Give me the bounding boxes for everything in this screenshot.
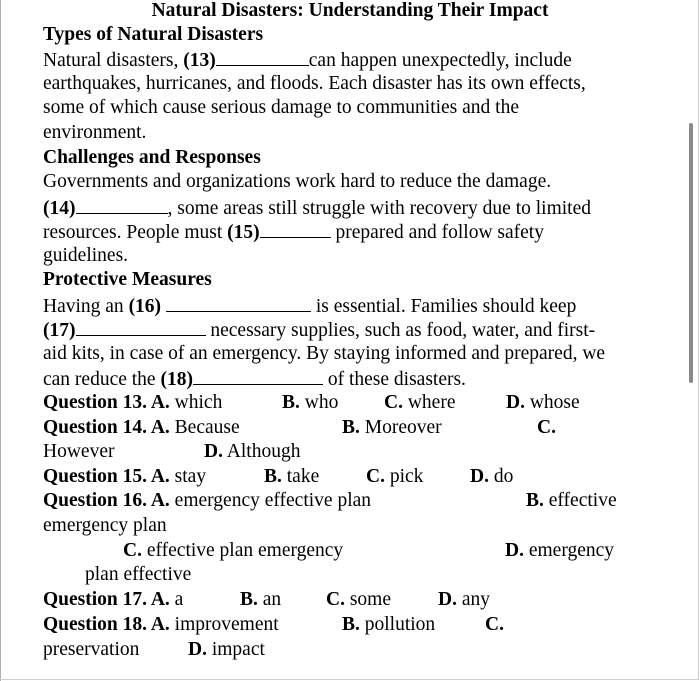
option-b-14[interactable] xyxy=(342,417,442,439)
option-c-16[interactable] xyxy=(123,540,343,562)
passage-text: can reduce the xyxy=(43,369,156,390)
passage-text: resources. People must xyxy=(43,222,223,243)
option-a-13[interactable]: which xyxy=(174,392,223,413)
option-letter-c: C. xyxy=(326,589,345,610)
blank-label-16: (16) xyxy=(128,296,162,317)
passage-line: some of which cause serious damage to communities and the xyxy=(43,97,519,118)
option-a-16[interactable]: emergency effective plan xyxy=(174,490,372,511)
option-letter-a: A. xyxy=(150,417,170,438)
blank-17 xyxy=(76,318,206,336)
option-text: whose xyxy=(529,392,580,413)
passage-text: prepared and follow safety xyxy=(335,222,544,243)
option-c-13[interactable] xyxy=(384,392,455,414)
option-b-13[interactable] xyxy=(282,392,338,414)
option-c-14[interactable]: However xyxy=(43,441,115,462)
option-b-16[interactable] xyxy=(526,490,617,512)
passage-text: , some areas still struggle with recovery due to limited xyxy=(167,198,591,219)
passage-text: Natural disasters, xyxy=(43,50,179,71)
option-letter-b: B. xyxy=(342,417,360,438)
option-a-17[interactable]: a xyxy=(174,589,184,610)
passage-line xyxy=(43,318,595,342)
option-letter-a: A. xyxy=(150,614,170,635)
option-b-17[interactable] xyxy=(240,589,281,611)
option-letter-b: B. xyxy=(526,490,544,511)
option-d-14[interactable] xyxy=(204,441,300,463)
option-text: who xyxy=(304,392,339,413)
option-b-15[interactable] xyxy=(264,466,319,488)
option-text: where xyxy=(407,392,456,413)
scrollbar[interactable] xyxy=(689,123,693,383)
option-c-18[interactable]: preservation xyxy=(43,639,140,660)
passage-text: of these disasters. xyxy=(327,369,466,390)
option-d-17[interactable] xyxy=(438,589,490,611)
question-14-label xyxy=(43,417,240,439)
passage-line: Governments and organizations work hard to reduce the damage. xyxy=(43,171,552,192)
passage-line xyxy=(43,367,466,391)
passage-line: environment. xyxy=(43,122,147,143)
option-text: some xyxy=(349,589,392,610)
option-letter-b: B. xyxy=(342,614,360,635)
option-letter-c: C. xyxy=(123,540,142,561)
option-d-16[interactable] xyxy=(505,540,614,562)
option-text: any xyxy=(461,589,490,610)
option-d-15[interactable] xyxy=(470,466,513,488)
section-heading-types: Types of Natural Disasters xyxy=(43,24,264,45)
passage-line xyxy=(43,196,591,220)
passage-text: Having an xyxy=(43,296,124,317)
option-text: do xyxy=(493,466,514,487)
passage-text: necessary supplies, such as food, water, and first- xyxy=(210,320,596,341)
option-letter-a: A. xyxy=(150,589,170,610)
option-b-16-cont[interactable]: emergency plan xyxy=(43,515,167,536)
option-letter-a: A. xyxy=(150,490,170,511)
option-letter-a: A. xyxy=(150,392,170,413)
blank-14 xyxy=(76,196,168,214)
blank-label-13: (13) xyxy=(183,50,216,71)
option-letter-b: B. xyxy=(282,392,300,413)
option-letter-d: D. xyxy=(506,392,525,413)
option-letter-d: D. xyxy=(470,466,489,487)
option-text: Although xyxy=(226,441,301,462)
section-heading-protective: Protective Measures xyxy=(43,269,212,290)
option-letter-d: D. xyxy=(505,540,524,561)
option-letter-c: C. xyxy=(485,614,504,635)
option-letter-c: C. xyxy=(384,392,403,413)
option-letter-d: D. xyxy=(188,639,207,660)
passage-line xyxy=(43,48,572,72)
passage-text: is essential. Families should keep xyxy=(315,296,577,317)
option-text: take xyxy=(286,466,320,487)
question-label-text: Question 17. xyxy=(43,589,148,610)
passage-line xyxy=(43,294,576,318)
option-a-14[interactable]: Because xyxy=(174,417,240,438)
blank-13 xyxy=(216,48,309,66)
option-letter-a: A. xyxy=(150,466,170,487)
option-text: emergency xyxy=(528,540,615,561)
question-13-label xyxy=(43,392,222,414)
passage-text: can happen unexpectedly, include xyxy=(308,50,572,71)
question-17-label xyxy=(43,589,183,611)
option-text: pollution xyxy=(364,614,436,635)
option-letter-d: D. xyxy=(438,589,457,610)
question-label-text: Question 18. xyxy=(43,614,148,635)
option-b-18[interactable] xyxy=(342,614,435,636)
option-d-13[interactable] xyxy=(506,392,580,414)
passage-line: guidelines. xyxy=(43,245,129,266)
question-15-label xyxy=(43,466,206,488)
blank-label-18: (18) xyxy=(160,369,193,390)
option-text: effective plan emergency xyxy=(146,540,344,561)
option-text: Moreover xyxy=(364,417,442,438)
blank-15 xyxy=(260,220,331,238)
option-letter-c: C. xyxy=(537,417,556,438)
blank-18 xyxy=(193,367,323,385)
option-letter-b: B. xyxy=(264,466,282,487)
option-c-15[interactable] xyxy=(366,466,423,488)
question-16-label xyxy=(43,490,371,512)
passage-line xyxy=(43,220,544,244)
option-c-17[interactable] xyxy=(326,589,391,611)
option-d-16-cont[interactable]: plan effective xyxy=(85,564,192,585)
question-label-text: Question 14. xyxy=(43,417,148,438)
question-18-label xyxy=(43,614,279,636)
blank-16 xyxy=(166,294,311,312)
option-a-15[interactable]: stay xyxy=(174,466,207,487)
section-heading-challenges: Challenges and Responses xyxy=(43,147,261,168)
blank-label-15: (15) xyxy=(227,222,260,243)
blank-label-17: (17) xyxy=(43,320,76,341)
option-text: impact xyxy=(211,639,265,660)
passage-line: earthquakes, hurricanes, and floods. Each disaster has its own effects, xyxy=(43,73,586,94)
question-label-text: Question 13. xyxy=(43,392,148,413)
option-letter-d: D. xyxy=(204,441,223,462)
option-letter-c: C. xyxy=(366,466,385,487)
blank-label-14: (14) xyxy=(43,198,76,219)
option-letter-b: B. xyxy=(240,589,258,610)
question-label-text: Question 15. xyxy=(43,466,148,487)
page-title: Natural Disasters: Understanding Their Impact xyxy=(151,0,549,21)
option-a-18[interactable]: improvement xyxy=(174,614,279,635)
option-text: pick xyxy=(389,466,424,487)
option-text: an xyxy=(262,589,282,610)
question-label-text: Question 16. xyxy=(43,490,148,511)
option-d-18[interactable] xyxy=(188,639,265,661)
option-text: effective xyxy=(548,490,617,511)
passage-line: aid kits, in case of an emergency. By staying informed and prepared, we xyxy=(43,343,606,364)
